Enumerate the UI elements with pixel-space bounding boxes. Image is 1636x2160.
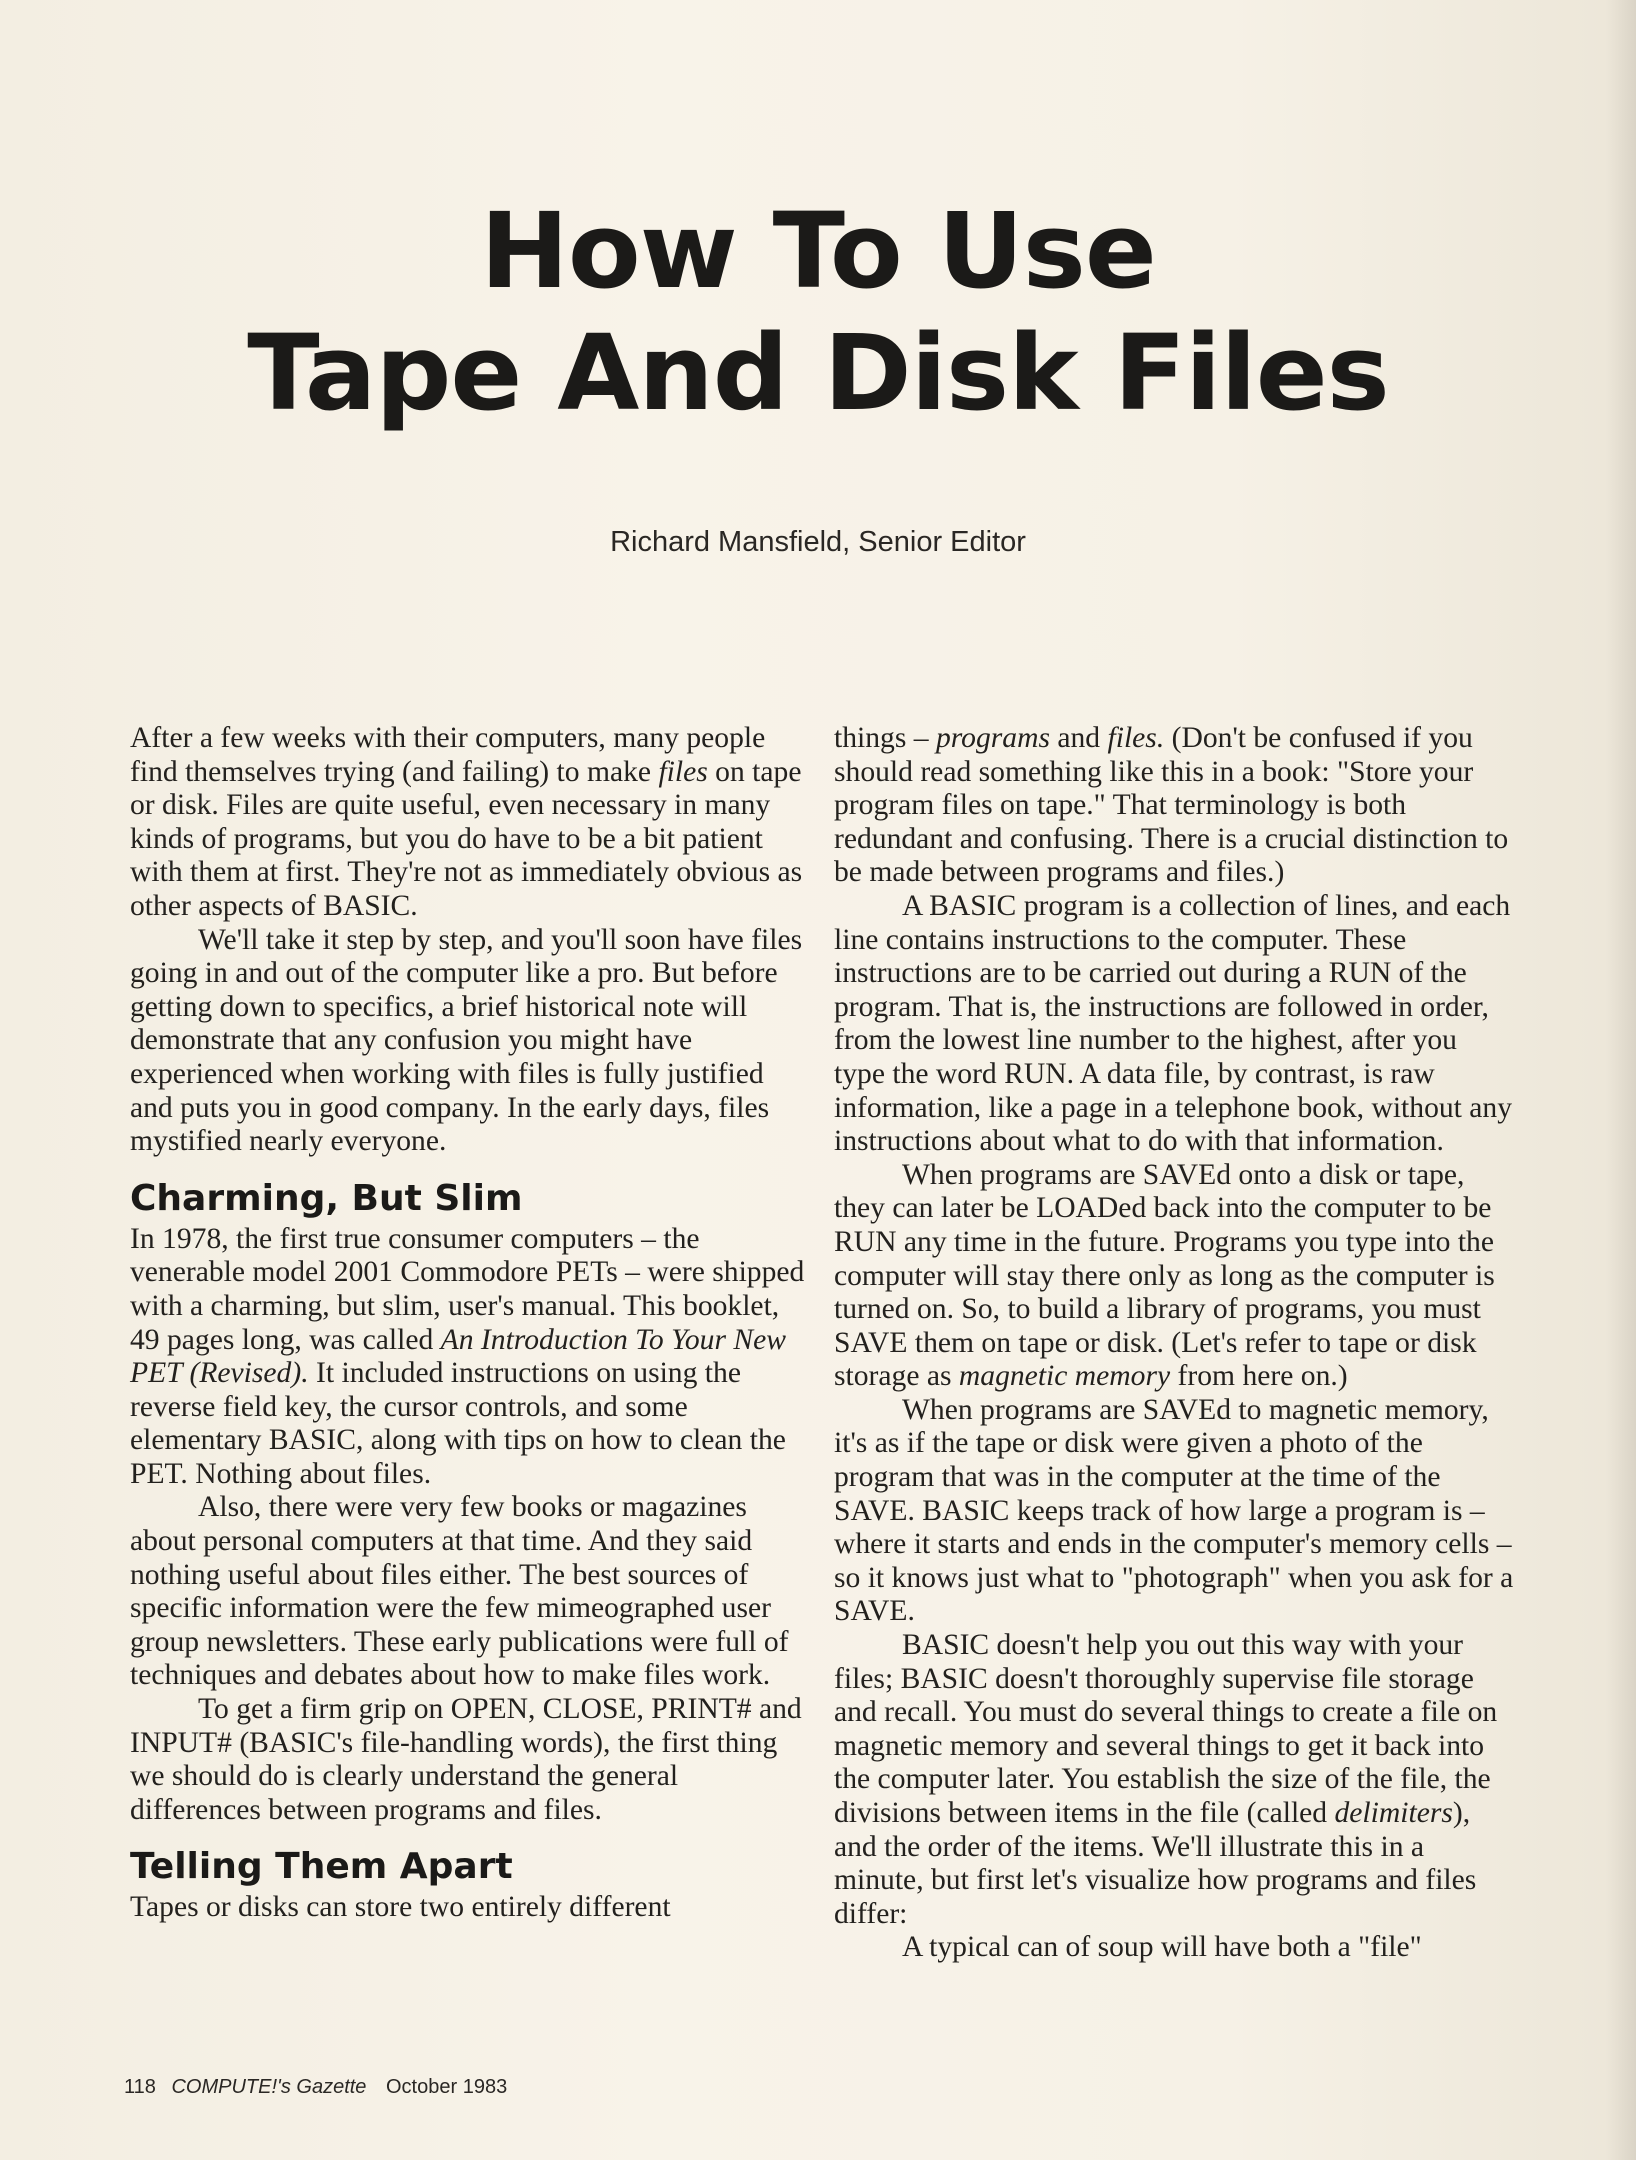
left-column (130, 722, 810, 1925)
paragraph: When programs are SAVEd onto a disk or tape, they can later be LOADed back into the computer to be RUN any time in the future. Programs you type into the computer will stay there only as long as the computer is turned on. So, to build a library of programs, you must SAVE them on tape or disk. (Let's refer to tape or disk storage as magnetic memory from here on.) (834, 1158, 1495, 1393)
paragraph: A typical can of soup will have both a "file" (902, 1931, 1422, 1964)
paragraph: Tapes or disks can store two entirely different (130, 1891, 671, 1924)
paragraph: To get a firm grip on OPEN, CLOSE, PRINT# and INPUT# (BASIC's file-handling words), the first thing we should do is clearly understand the general differences between programs and files. (130, 1693, 802, 1826)
paragraph: Also, there were very few books or magazines about personal computers at that time. And they said nothing useful about files either. The best sources of specific information were the few mimeographed user group newsletters. These early publications were full of techniques and debates about how to make files work. (130, 1491, 789, 1692)
title-line-1: How To Use (480, 190, 1156, 312)
byline: Richard Mansfield, Senior Editor (610, 526, 1026, 558)
paragraph: BASIC doesn't help you out this way with your files; BASIC doesn't thoroughly supervise file storage and recall. You must do several things to create a file on magnetic memory and several things to get it back into the computer later. You establish the size of the file, the divisions between items in the file (called delimiters), and the order of the items. We'll illustrate this in a minute, but first let's visualize how programs and files differ: (834, 1629, 1498, 1930)
paragraph: In 1978, the first true consumer computers – the venerable model 2001 Commodore PETs – were shipped with a charming, but slim, user's manual. This booklet, 49 pages long, was called An Introduction To Your New PET (Revised). It included instructions on using the reverse field key, the cursor controls, and some elementary BASIC, along with tips on how to clean the PET. Nothing about files. (130, 1222, 805, 1490)
right-column (834, 722, 1514, 1965)
paragraph: A BASIC program is a collection of lines, and each line contains instructions to the computer. These instructions are to be carried out during a RUN of the program. That is, the instructions are followed in order, from the lowest line number to the highest, after you type the word RUN. A data file, by contrast, is raw information, like a page in a telephone book, without any instructions about what to do with that information. (834, 889, 1513, 1158)
paragraph: After a few weeks with their computers, many people find themselves trying (and failing) to make files on tape or disk. Files are quite useful, even necessary in many kinds of programs, but you do have to be a bit patient with them at first. They're not as immediately obvious as other aspects of BASIC. (130, 722, 803, 922)
subhead-charming-but-slim: Charming, But Slim (130, 1177, 523, 1219)
article-title (0, 190, 1636, 434)
magazine-name: COMPUTE!'s Gazette (171, 2076, 367, 2098)
paragraph: We'll take it step by step, and you'll soon have files going in and out of the computer like a pro. But before getting down to specifics, a brief historical note will demonstrate that any confusion you might have experienced when working with files is fully justified and puts you in good company. In the early days, files mystified nearly everyone. (130, 923, 803, 1158)
page-footer (124, 2076, 507, 2099)
subhead-telling-them-apart: Telling Them Apart (130, 1846, 513, 1888)
paragraph: things – programs and files. (Don't be confused if you should read something like this in a book: "Store your program files on tape." That terminology is both redundant and confusing. There is a crucial distinction to be made between programs and files.) (834, 722, 1509, 889)
title-line-2: Tape And Disk Files (247, 312, 1389, 434)
page-number: 118 (124, 2076, 156, 2098)
paragraph: When programs are SAVEd to magnetic memory, it's as if the tape or disk were given a photo of the program that was in the computer at the time of the SAVE. BASIC keeps track of how large a program is – where it starts and ends in the computer's memory cells – so it knows just what to "photograph" when you ask for a SAVE. (834, 1393, 1514, 1628)
issue-date: October 1983 (386, 2076, 508, 2098)
